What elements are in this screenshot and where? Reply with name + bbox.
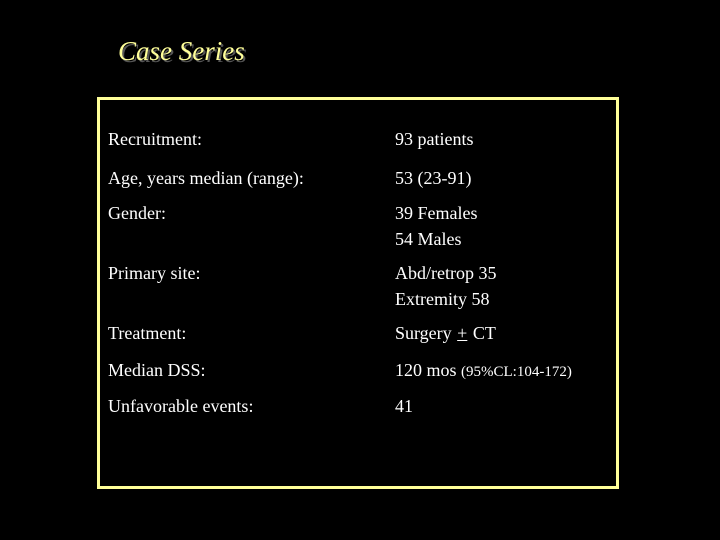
median-dss-value [395, 357, 572, 385]
median-dss-mos: 120 mos [395, 360, 462, 380]
age-value: 53 (23-91) [395, 168, 472, 188]
primary-site-abd: Abd/retrop 35 [395, 263, 497, 283]
primary-site-value [395, 260, 496, 312]
treatment-ct: CT [468, 323, 496, 343]
recruitment-value: 93 patients [395, 129, 474, 149]
median-dss-label: Median DSS: [108, 360, 206, 380]
unfavorable-events-value: 41 [395, 396, 413, 416]
plus-minus-symbol: + [457, 323, 468, 343]
primary-site-extremity: Extremity 58 [395, 289, 490, 309]
gender-label: Gender: [108, 203, 166, 223]
treatment-label: Treatment: [108, 323, 187, 343]
slide-title: Case Series [118, 36, 245, 66]
treatment-surgery: Surgery [395, 323, 457, 343]
median-dss-ci: (95%CL:104-172) [461, 364, 572, 380]
treatment-value [395, 320, 496, 346]
gender-males: 54 Males [395, 229, 462, 249]
primary-site-label: Primary site: [108, 263, 201, 283]
case-series-table [97, 97, 619, 489]
gender-value [395, 200, 478, 252]
unfavorable-events-label: Unfavorable events: [108, 396, 254, 416]
gender-females: 39 Females [395, 203, 478, 223]
recruitment-label: Recruitment: [108, 129, 202, 149]
age-label: Age, years median (range): [108, 168, 304, 188]
